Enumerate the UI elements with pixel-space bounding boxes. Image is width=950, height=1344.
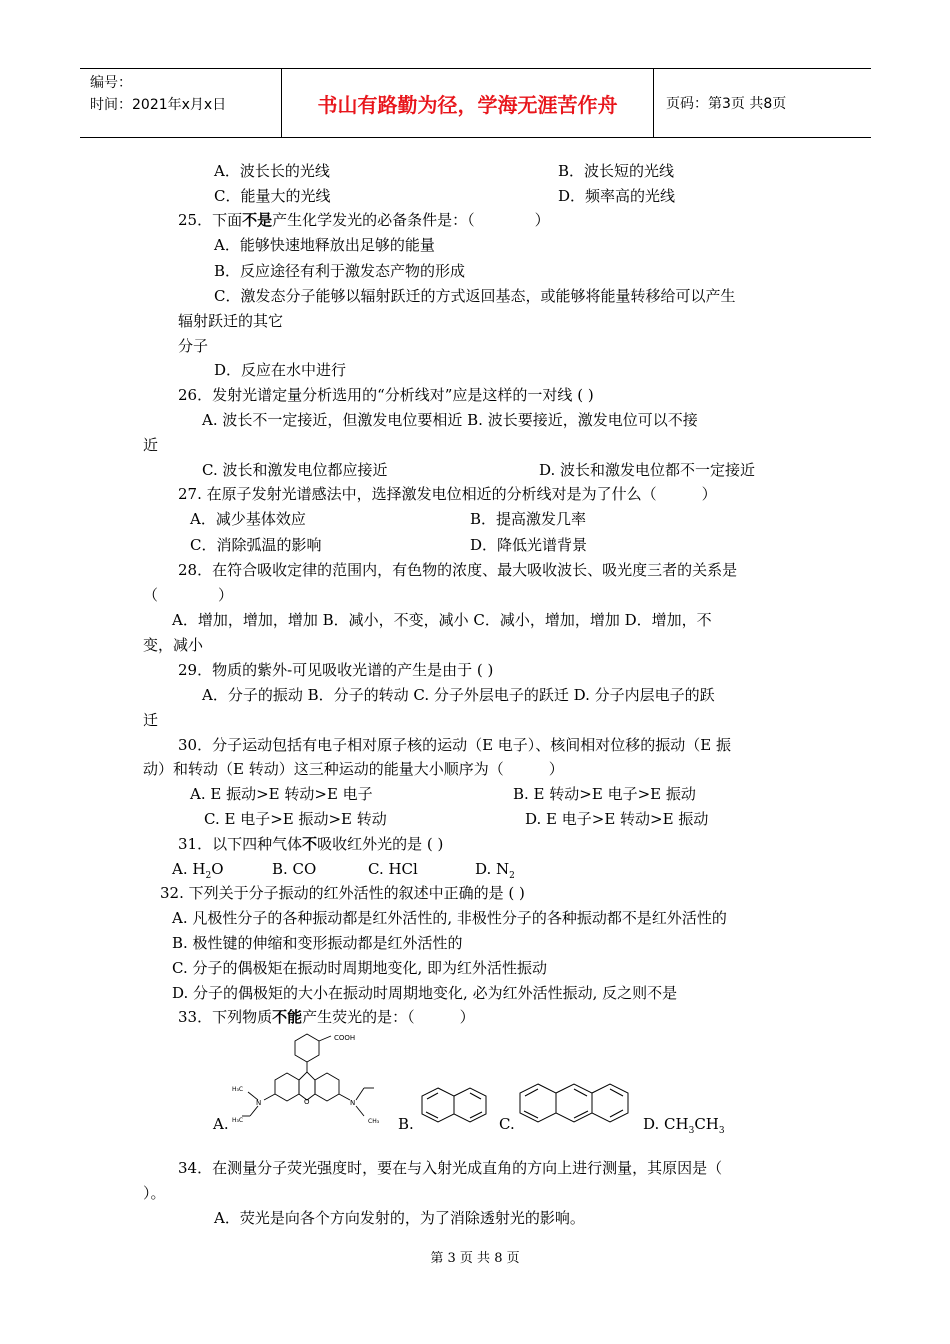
q26-options-ab-wrap: 近: [143, 436, 159, 454]
q34-stem-line2: ）。: [143, 1184, 166, 1202]
q33-option-b: B.: [398, 1115, 414, 1133]
q29-options-wrap: 迁: [143, 711, 159, 729]
q26-options-ab: A. 波长不一定接近，但激发电位要相近 B. 波长要接近，激发电位可以不接: [202, 411, 698, 429]
q27-option-b: B．提高激发几率: [470, 510, 587, 528]
q28-stem: 28．在符合吸收定律的范围内，有色物的浓度、最大吸收波长、吸光度三者的关系是: [178, 561, 738, 579]
q27-option-c: C．消除弧温的影响: [190, 536, 322, 554]
page-footer: 第 3 页 共 8 页: [430, 1251, 520, 1266]
code-label: 编号：: [90, 75, 132, 91]
svg-text:CH₃: CH₃: [368, 1118, 380, 1125]
q32-option-b: B. 极性键的伸缩和变形振动都是红外活性的: [172, 934, 463, 952]
q28-paren: （ ）: [143, 586, 234, 604]
q24-option-c: C．能量大的光线: [214, 187, 331, 205]
q24-option-d: D．频率高的光线: [558, 187, 676, 205]
q32-option-a: A. 凡极性分子的各种振动都是红外活性的, 非极性分子的各种振动都不是红外活性的: [172, 909, 727, 927]
q27-stem: 27. 在原子发射光谱感法中，选择激发电位相近的分析线对是为了什么（ ）: [178, 485, 717, 503]
q29-stem: 29．物质的紫外-可见吸收光谱的产生是由于 ( ): [178, 661, 494, 679]
q27-option-a: A．减少基体效应: [190, 510, 306, 528]
q32-option-d: D. 分子的偶极矩的大小在振动时周期地变化, 必为红外活性振动, 反之则不是: [172, 984, 678, 1002]
q30-option-a: A. E 振动>E 转动>E 电子: [190, 785, 373, 803]
q29-options: A．分子的振动 B．分子的转动 C. 分子外层电子的跃迁 D. 分子内层电子的跃: [202, 686, 715, 704]
q31-option-a: A. $H_2O$: [172, 860, 224, 881]
q31-option-b: B. CO: [272, 860, 317, 878]
q25-option-c-line2: 辐射跃迁的其它: [178, 312, 284, 330]
q24-option-b: B．波长短的光线: [558, 162, 675, 180]
q26-option-c: C. 波长和激发电位都应接近: [202, 461, 388, 479]
svg-text:H₃C: H₃C: [232, 1086, 244, 1093]
q28-options-wrap: 变，减小: [143, 636, 204, 654]
q30-option-b: B. E 转动>E 电子>E 振动: [513, 785, 696, 803]
q30-option-d: D. E 电子>E 转动>E 振动: [525, 810, 709, 828]
molecule-a-rhodamine: [228, 1028, 388, 1136]
svg-text:N: N: [256, 1099, 262, 1107]
q33-option-d: D. $CH_3CH_3$: [643, 1115, 725, 1136]
q31-option-c: C. HCl: [368, 860, 418, 878]
q25-option-c-line1: C．激发态分子能够以辐射跃迁的方式返回基态，或能够将能量转移给可以产生: [214, 287, 736, 305]
q32-option-c: C. 分子的偶极矩在振动时周期地变化, 即为红外活性振动: [172, 959, 548, 977]
q30-option-c: C. E 电子>E 振动>E 转动: [204, 810, 387, 828]
time-label: 时间：2021年x月x日: [90, 97, 227, 113]
q25-option-b: B．反应途径有利于激发态产物的形成: [214, 262, 466, 280]
page-header: [80, 68, 871, 138]
q25-stem: 25．下面不是产生化学发光的必备条件是：（ ）: [178, 211, 550, 229]
q33-option-c: C.: [499, 1115, 515, 1133]
q24-option-a: A．波长长的光线: [214, 162, 330, 180]
q34-stem-line1: 34．在测量分子荧光强度时，要在与入射光成直角的方向上进行测量，其原因是（: [178, 1159, 723, 1177]
header-page-number: 页码：第3页 共8页: [666, 96, 787, 112]
svg-text:N: N: [350, 1099, 356, 1107]
header-motto: 书山有路勤为径，学海无涯苦作舟: [282, 69, 654, 137]
q33-option-a: A.: [213, 1115, 229, 1133]
q25-option-a: A．能够快速地释放出足够的能量: [214, 236, 435, 254]
q26-stem: 26．发射光谱定量分析选用的“分析线对”应是这样的一对线 ( ): [178, 386, 594, 404]
q28-options: A．增加，增加，增加 B．减小，不变，减小 C．减小，增加，增加 D．增加，不: [172, 611, 712, 629]
molecule-b-naphthalene: [418, 1084, 494, 1128]
q30-stem-line1: 30．分子运动包括有电子相对原子核的运动（E 电子）、核间相对位移的振动（E 振: [178, 736, 732, 754]
q33-stem: 33．下列物质不能产生荧光的是：（ ）: [178, 1008, 475, 1026]
mol-cooh-label: COOH: [334, 1034, 356, 1042]
svg-text:H₃C: H₃C: [232, 1117, 244, 1124]
q30-stem-line2: 动）和转动（E 转动）这三种运动的能量大小顺序为（ ）: [143, 760, 564, 778]
molecule-c-anthracene: [518, 1078, 636, 1128]
q25-option-d: D．反应在水中进行: [214, 361, 347, 379]
q34-option-a: A．荧光是向各个方向发射的，为了消除透射光的影响。: [214, 1209, 585, 1227]
q31-stem: 31．以下四种气体不吸收红外光的是 ( ): [178, 835, 444, 853]
q27-option-d: D．降低光谱背景: [470, 536, 588, 554]
header-meta: [80, 69, 282, 137]
q32-stem: 32. 下列关于分子振动的红外活性的叙述中正确的是 ( ): [160, 884, 525, 902]
q26-option-d: D. 波长和激发电位都不一定接近: [539, 461, 756, 479]
q25-option-c-line3: 分子: [178, 337, 209, 355]
svg-text:O: O: [304, 1098, 310, 1106]
q31-option-d: D. $N_2$: [475, 860, 515, 881]
